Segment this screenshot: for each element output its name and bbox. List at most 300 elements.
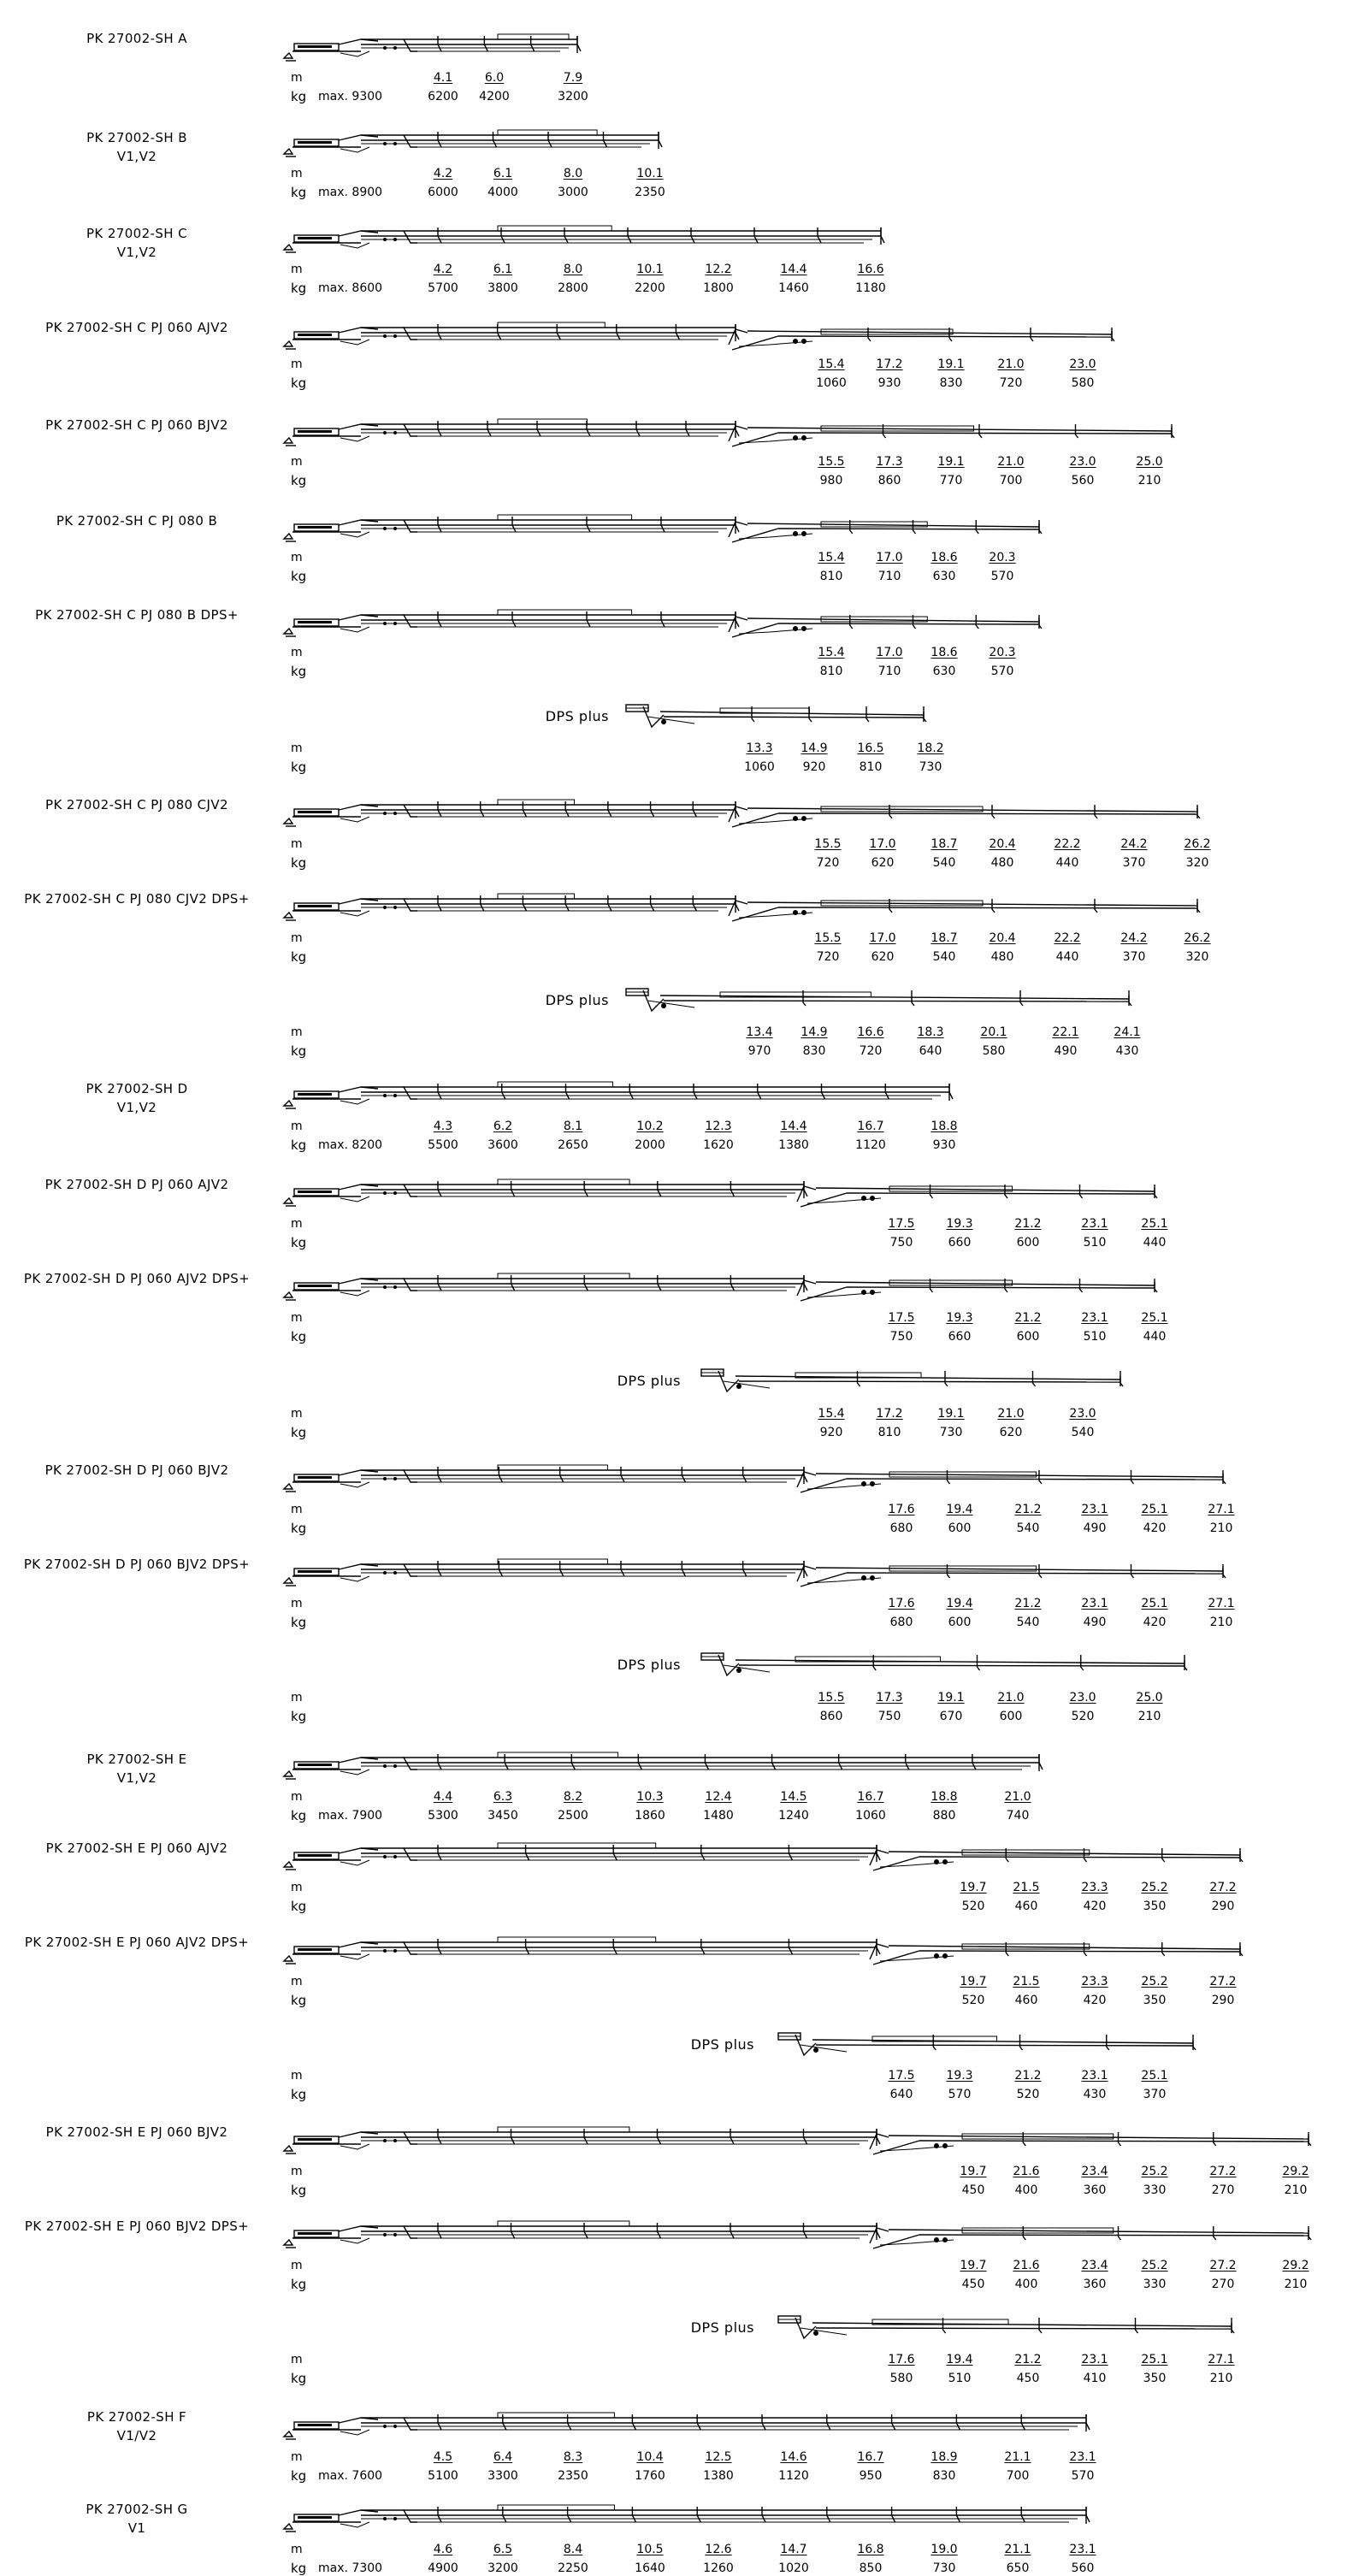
- load-capacity: 710: [877, 570, 901, 583]
- reach-distance: 4.2: [433, 263, 453, 276]
- load-capacity: 620: [871, 856, 895, 870]
- reach-distance: 19.1: [937, 357, 965, 371]
- load-capacity: 450: [961, 2183, 985, 2197]
- reach-distance: 16.7: [857, 2450, 884, 2464]
- jib-top-chord: [736, 1376, 1120, 1380]
- jib-top-chord: [816, 1474, 1223, 1477]
- reach-distance: 27.2: [1209, 1881, 1237, 1894]
- load-capacity: 1240: [778, 1809, 809, 1823]
- model-name: PK 27002-SH A: [86, 31, 187, 46]
- reach-distance: 27.1: [1208, 1597, 1235, 1610]
- load-capacity: 710: [877, 665, 901, 678]
- base-mount: [284, 1862, 292, 1867]
- load-capacity: 1480: [703, 1809, 734, 1823]
- model-name: PK 27002-SH C PJ 080 CJV2 DPS+: [24, 891, 250, 907]
- base-mount: [284, 1198, 292, 1203]
- load-capacity: 1760: [635, 2469, 665, 2483]
- load-capacity: 420: [1083, 1900, 1107, 1913]
- load-capacity: 720: [816, 950, 840, 964]
- model-label: [86, 128, 187, 166]
- load-capacity: 640: [919, 1044, 942, 1058]
- unit-meters: m: [291, 931, 303, 945]
- reach-distance: 27.2: [1209, 2259, 1237, 2272]
- max-load: [318, 2470, 382, 2482]
- unit-kilograms: kg: [291, 1329, 307, 1344]
- unit-meters: m: [291, 1691, 303, 1705]
- jib-knuckle: [795, 2035, 816, 2055]
- crane-boom-diagram: [279, 32, 606, 67]
- unit-kilograms: kg: [291, 1709, 307, 1724]
- model-variant: V1/V2: [116, 2428, 157, 2443]
- model-name: PK 27002-SH C PJ 060 AJV2: [45, 320, 228, 335]
- dps-plus-label: DPS plus: [617, 1657, 681, 1673]
- load-capacity: 750: [877, 1710, 901, 1723]
- crane-boom-diagram: [621, 701, 953, 736]
- reach-distance: 24.2: [1120, 931, 1148, 945]
- unit-kilograms: kg: [291, 1899, 307, 1914]
- crane-boom-diagram: [279, 1557, 1252, 1592]
- unit-kilograms: kg: [291, 1425, 307, 1440]
- model-name: PK 27002-SH D PJ 060 AJV2: [44, 1177, 229, 1192]
- load-capacity: 1060: [855, 1809, 886, 1823]
- reach-distance: 15.4: [818, 1407, 845, 1421]
- reach-distance: 6.5: [493, 2543, 513, 2556]
- unit-meters: m: [291, 455, 303, 469]
- unit-meters: m: [291, 1217, 303, 1231]
- reach-distance: 4.5: [433, 2450, 453, 2464]
- jib-top-chord: [747, 902, 1197, 906]
- unit-meters: m: [291, 646, 303, 659]
- load-capacity: 1060: [816, 376, 847, 390]
- reach-distance: 23.1: [1081, 1503, 1108, 1516]
- load-capacity: 210: [1284, 2183, 1308, 2197]
- load-capacity: 660: [948, 1236, 972, 1250]
- reach-distance: 23.3: [1081, 1881, 1108, 1894]
- load-capacity: 5300: [428, 1809, 458, 1823]
- unit-kilograms: kg: [291, 2561, 307, 2576]
- reach-distance: 15.5: [814, 837, 842, 851]
- load-capacity: 1620: [703, 1138, 734, 1152]
- base-mount: [284, 629, 292, 634]
- load-capacity: 2250: [558, 2561, 588, 2575]
- reach-distance: 25.2: [1141, 1881, 1168, 1894]
- load-capacity: 580: [889, 2372, 913, 2385]
- reach-distance: 10.1: [636, 167, 664, 180]
- model-name: PK 27002-SH B: [86, 130, 187, 145]
- load-capacity: 680: [889, 1616, 913, 1629]
- reach-distance: 16.6: [857, 1025, 884, 1039]
- unit-kilograms: kg: [291, 1235, 307, 1250]
- crane-boom-diagram: [279, 128, 688, 162]
- reach-distance: 4.6: [433, 2543, 453, 2556]
- load-capacity: 880: [932, 1809, 956, 1823]
- unit-meters: m: [291, 1025, 303, 1039]
- unit-meters: m: [291, 1881, 303, 1894]
- reach-distance: 21.2: [1014, 1311, 1042, 1325]
- load-capacity: 750: [889, 1236, 913, 1250]
- load-capacity: 850: [859, 2561, 883, 2575]
- reach-distance: 21.0: [997, 1407, 1025, 1421]
- unit-kilograms: kg: [291, 473, 307, 488]
- load-capacity: 490: [1083, 1616, 1107, 1629]
- reach-distance: 6.1: [493, 263, 513, 276]
- load-capacity: 4200: [479, 90, 510, 103]
- reach-distance: 18.8: [930, 1120, 958, 1133]
- load-capacity: 3200: [487, 2561, 518, 2575]
- unit-meters: m: [291, 1503, 303, 1516]
- model-name: PK 27002-SH F: [86, 2409, 187, 2425]
- load-capacity: 730: [932, 2561, 956, 2575]
- load-capacity: 4900: [428, 2561, 458, 2575]
- reach-distance: 17.5: [888, 2069, 915, 2083]
- load-capacity: 540: [932, 950, 956, 964]
- load-capacity: 510: [1083, 1236, 1107, 1250]
- unit-meters: m: [291, 2450, 303, 2464]
- model-name: PK 27002-SH C PJ 080 CJV2: [45, 797, 228, 812]
- reach-distance: 27.1: [1208, 1503, 1235, 1516]
- load-capacity: 3450: [487, 1809, 518, 1823]
- load-capacity: 1260: [703, 2561, 734, 2575]
- jib-knuckle: [643, 990, 664, 1011]
- reach-distance: 4.4: [433, 1790, 453, 1804]
- load-capacity: 810: [819, 570, 843, 583]
- load-capacity: 420: [1083, 1994, 1107, 2007]
- crane-boom-diagram: [279, 417, 1201, 452]
- jib-top-chord: [816, 1282, 1155, 1285]
- load-capacity: 480: [990, 950, 1014, 964]
- reach-distance: 18.3: [917, 1025, 944, 1039]
- crane-boom-diagram: [279, 2219, 1338, 2254]
- reach-distance: 25.1: [1141, 2353, 1168, 2366]
- load-capacity: 490: [1083, 1521, 1107, 1535]
- reach-distance: 25.2: [1141, 2259, 1168, 2272]
- model-name: PK 27002-SH D: [86, 1081, 188, 1096]
- reach-distance: 8.1: [563, 1120, 583, 1133]
- reach-distance: 20.4: [989, 931, 1016, 945]
- crane-boom-diagram: [279, 1080, 978, 1114]
- unit-kilograms: kg: [291, 375, 307, 391]
- model-name: PK 27002-SH E PJ 060 BJV2 DPS+: [24, 2219, 250, 2234]
- unit-kilograms: kg: [291, 855, 307, 871]
- model-label: [25, 1933, 249, 1952]
- reach-distance: 12.4: [705, 1790, 732, 1804]
- reach-distance: 18.6: [930, 646, 958, 659]
- load-capacity: 630: [932, 665, 956, 678]
- reach-distance: 25.1: [1141, 2069, 1168, 2083]
- load-capacity: 600: [1016, 1330, 1040, 1344]
- reach-distance: 23.4: [1081, 2259, 1108, 2272]
- reach-distance: 12.2: [705, 263, 732, 276]
- load-capacity: 460: [1014, 1900, 1038, 1913]
- reach-distance: 23.1: [1081, 1597, 1108, 1610]
- model-variant: V1,V2: [116, 1100, 157, 1115]
- unit-kilograms: kg: [291, 2087, 307, 2102]
- base-mount: [284, 1771, 292, 1776]
- reach-distance: 16.7: [857, 1790, 884, 1804]
- reach-distance: 8.4: [563, 2543, 583, 2556]
- crane-boom-diagram: [621, 985, 1158, 1019]
- unit-meters: m: [291, 1597, 303, 1610]
- load-capacity: 930: [932, 1138, 956, 1152]
- load-capacity: 2000: [635, 1138, 665, 1152]
- crane-boom-diagram: [279, 224, 910, 258]
- reach-distance: 20.3: [989, 646, 1016, 659]
- crane-boom-diagram: [696, 1650, 1214, 1684]
- load-capacity: 210: [1209, 1521, 1233, 1535]
- reach-distance: 19.1: [937, 1691, 965, 1705]
- crane-boom-diagram: [279, 1751, 1068, 1785]
- reach-distance: 22.2: [1054, 837, 1081, 851]
- jib-top-chord: [747, 618, 1039, 622]
- max-value: 8200: [352, 1138, 383, 1152]
- load-capacity: 810: [877, 1426, 901, 1439]
- reach-distance: 23.1: [1081, 1217, 1108, 1231]
- reach-distance: 17.5: [888, 1311, 915, 1325]
- load-capacity: 3200: [558, 90, 588, 103]
- load-capacity: 330: [1143, 2183, 1167, 2197]
- reach-distance: 19.1: [937, 455, 965, 469]
- unit-meters: m: [291, 71, 303, 85]
- reach-distance: 23.0: [1069, 1691, 1096, 1705]
- reach-distance: 21.6: [1013, 2165, 1040, 2178]
- reach-distance: 21.2: [1014, 1597, 1042, 1610]
- load-capacity: 1380: [703, 2469, 734, 2483]
- unit-meters: m: [291, 1975, 303, 1988]
- unit-meters: m: [291, 1790, 303, 1804]
- reach-distance: 19.4: [946, 1503, 973, 1516]
- jib-knuckle: [643, 706, 664, 727]
- load-capacity: 520: [961, 1900, 985, 1913]
- reach-distance: 17.5: [888, 1217, 915, 1231]
- reach-distance: 17.2: [876, 1407, 903, 1421]
- load-capacity: 540: [1016, 1616, 1040, 1629]
- unit-meters: m: [291, 263, 303, 276]
- reach-distance: 4.3: [433, 1120, 453, 1133]
- reach-distance: 19.7: [960, 1881, 987, 1894]
- reach-distance: 17.0: [876, 551, 903, 564]
- reach-distance: 6.0: [484, 71, 505, 85]
- load-capacity: 210: [1209, 2372, 1233, 2385]
- unit-meters: m: [291, 551, 303, 564]
- reach-distance: 21.0: [1004, 1790, 1031, 1804]
- load-capacity: 2350: [635, 186, 665, 199]
- max-value: 8600: [352, 281, 383, 295]
- reach-distance: 6.1: [493, 167, 513, 180]
- load-capacity: 570: [1071, 2469, 1095, 2483]
- reach-distance: 19.4: [946, 1597, 973, 1610]
- reach-distance: 19.3: [946, 1217, 973, 1231]
- unit-meters: m: [291, 741, 303, 755]
- reach-distance: 29.2: [1282, 2165, 1309, 2178]
- model-label: [86, 2500, 187, 2538]
- base-mount: [284, 2240, 292, 2245]
- load-capacity: 3600: [487, 1138, 518, 1152]
- reach-distance: 16.6: [857, 263, 884, 276]
- unit-kilograms: kg: [291, 2371, 307, 2386]
- reach-distance: 19.3: [946, 2069, 973, 2083]
- load-capacity: 1460: [778, 281, 809, 295]
- reach-distance: 17.0: [869, 931, 896, 945]
- jib-top-chord: [889, 1852, 1240, 1855]
- load-capacity: 1860: [635, 1809, 665, 1823]
- base-mount: [284, 2146, 292, 2151]
- load-capacity: 1800: [703, 281, 734, 295]
- model-label: [86, 224, 187, 262]
- load-capacity: 1120: [855, 1138, 886, 1152]
- reach-distance: 22.1: [1052, 1025, 1079, 1039]
- jib-knuckle: [718, 1655, 739, 1675]
- reach-distance: 23.3: [1081, 1975, 1108, 1988]
- model-variant: V1,V2: [116, 245, 157, 260]
- reach-distance: 14.6: [780, 2450, 807, 2464]
- max-value: 7300: [352, 2561, 383, 2575]
- load-capacity: 450: [1016, 2372, 1040, 2385]
- max-load: [318, 1810, 382, 1822]
- reach-distance: 21.1: [1004, 2543, 1031, 2556]
- reach-distance: 14.5: [780, 1790, 807, 1804]
- model-name: PK 27002-SH D PJ 060 AJV2 DPS+: [23, 1271, 251, 1286]
- unit-kilograms: kg: [291, 2277, 307, 2292]
- reach-distance: 15.5: [818, 1691, 845, 1705]
- crane-boom-diagram: [279, 1178, 1184, 1212]
- crane-boom-diagram: [279, 2125, 1338, 2159]
- load-capacity: 2200: [635, 281, 665, 295]
- model-label: [45, 318, 228, 337]
- model-label: [86, 1079, 187, 1117]
- jib-top-chord: [889, 2230, 1309, 2233]
- load-capacity: 5500: [428, 1138, 458, 1152]
- reach-distance: 13.3: [746, 741, 773, 755]
- unit-meters: m: [291, 1407, 303, 1421]
- load-capacity: 920: [819, 1426, 843, 1439]
- max-value: 9300: [352, 90, 383, 103]
- load-capacity: 570: [990, 570, 1014, 583]
- load-capacity: 980: [819, 474, 843, 487]
- load-capacity: 810: [819, 665, 843, 678]
- reach-distance: 23.1: [1081, 1311, 1108, 1325]
- reach-distance: 24.1: [1114, 1025, 1141, 1039]
- load-capacity: 400: [1014, 2278, 1038, 2291]
- reach-distance: 10.1: [636, 263, 664, 276]
- reach-distance: 16.7: [857, 1120, 884, 1133]
- reach-distance: 26.2: [1184, 931, 1211, 945]
- max-load: [318, 2562, 382, 2574]
- load-capacity: 2800: [558, 281, 588, 295]
- unit-kilograms: kg: [291, 759, 307, 775]
- reach-distance: 21.2: [1014, 2069, 1042, 2083]
- model-label: [86, 29, 187, 48]
- load-capacity: 350: [1143, 1900, 1167, 1913]
- reach-distance: 14.9: [801, 741, 828, 755]
- reach-distance: 27.1: [1208, 2353, 1235, 2366]
- load-capacity: 510: [948, 2372, 972, 2385]
- jib-top-chord: [889, 1946, 1240, 1949]
- load-capacity: 600: [1016, 1236, 1040, 1250]
- dps-plus-label: DPS plus: [545, 708, 609, 724]
- load-capacity: 700: [999, 474, 1023, 487]
- reach-distance: 23.1: [1081, 2069, 1108, 2083]
- model-name: PK 27002-SH C PJ 060 BJV2: [45, 417, 228, 433]
- base-mount: [284, 1578, 292, 1583]
- base-mount: [284, 1956, 292, 1961]
- load-capacity: 720: [859, 1044, 883, 1058]
- load-capacity: 370: [1122, 950, 1146, 964]
- max-load: [318, 282, 382, 294]
- reach-distance: 25.0: [1136, 1691, 1163, 1705]
- unit-kilograms: kg: [291, 2468, 307, 2484]
- reach-distance: 24.2: [1120, 837, 1148, 851]
- max-load: [318, 91, 382, 103]
- reach-distance: 26.2: [1184, 837, 1211, 851]
- reach-distance: 23.1: [1069, 2543, 1096, 2556]
- unit-meters: m: [291, 167, 303, 180]
- unit-meters: m: [291, 837, 303, 851]
- load-capacity: 4000: [487, 186, 518, 199]
- load-capacity: 350: [1143, 1994, 1167, 2007]
- model-label: [45, 1175, 229, 1194]
- load-capacity: 440: [1055, 950, 1079, 964]
- reach-distance: 23.0: [1069, 1407, 1096, 1421]
- reach-distance: 16.8: [857, 2543, 884, 2556]
- base-mount: [284, 2524, 292, 2529]
- reach-distance: 6.4: [493, 2450, 513, 2464]
- jib-top-chord: [747, 428, 1172, 431]
- load-capacity: 720: [999, 376, 1023, 390]
- load-capacity: 540: [1071, 1426, 1095, 1439]
- load-capacity: 480: [990, 856, 1014, 870]
- reach-distance: 20.1: [980, 1025, 1007, 1039]
- reach-distance: 17.0: [869, 837, 896, 851]
- reach-distance: 19.4: [946, 2353, 973, 2366]
- load-capacity: 440: [1143, 1236, 1167, 1250]
- model-name: PK 27002-SH G: [86, 2502, 188, 2517]
- reach-distance: 25.2: [1141, 1975, 1168, 1988]
- load-capacity: 320: [1185, 856, 1209, 870]
- unit-kilograms: kg: [291, 185, 307, 200]
- jib-knuckle: [718, 1371, 739, 1391]
- load-capacity: 5700: [428, 281, 458, 295]
- reach-distance: 20.4: [989, 837, 1016, 851]
- load-capacity: 370: [1122, 856, 1146, 870]
- reach-distance: 14.4: [780, 263, 807, 276]
- reach-distance: 17.6: [888, 1597, 915, 1610]
- load-capacity: 600: [948, 1521, 972, 1535]
- load-capacity: 520: [1071, 1710, 1095, 1723]
- crane-boom-diagram: [279, 1841, 1269, 1876]
- load-capacity: 720: [816, 856, 840, 870]
- reach-distance: 23.0: [1069, 455, 1096, 469]
- max-prefix: max.: [318, 1138, 348, 1152]
- load-capacity: 740: [1006, 1809, 1030, 1823]
- load-capacity: 570: [948, 2088, 972, 2101]
- model-name: PK 27002-SH C PJ 080 B: [56, 513, 218, 529]
- reach-distance: 19.1: [937, 1407, 965, 1421]
- load-capacity: 450: [961, 2278, 985, 2291]
- load-capacity: 3300: [487, 2469, 518, 2483]
- load-capacity: 830: [939, 376, 963, 390]
- model-name: PK 27002-SH E: [86, 1752, 187, 1767]
- load-capacity: 540: [1016, 1521, 1040, 1535]
- crane-boom-diagram: [279, 798, 1226, 832]
- base-mount: [284, 2431, 292, 2437]
- unit-meters: m: [291, 2259, 303, 2272]
- base-mount: [284, 53, 292, 58]
- load-capacity: 360: [1083, 2278, 1107, 2291]
- model-name: PK 27002-SH D PJ 060 BJV2 DPS+: [23, 1557, 251, 1572]
- load-capacity: 630: [932, 570, 956, 583]
- model-label: [45, 416, 228, 434]
- reach-distance: 21.0: [997, 1691, 1025, 1705]
